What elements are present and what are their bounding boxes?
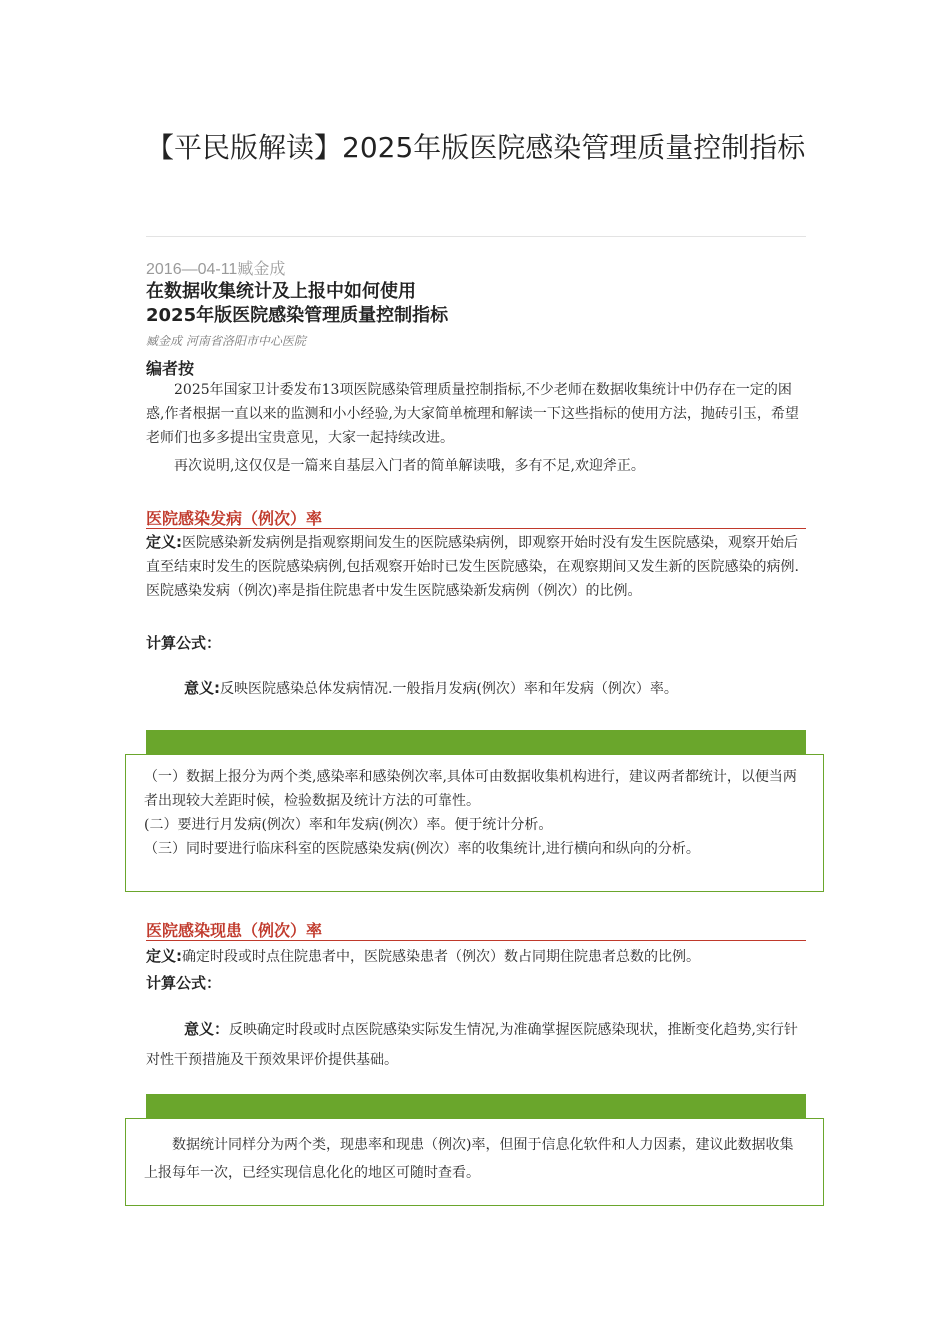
- article-subtitle: [146, 280, 448, 328]
- article-meta: 2016—04-11臧金成: [146, 261, 286, 278]
- title-divider: [146, 236, 806, 237]
- note-line-3: （三）同时要进行临床科室的医院感染发病(例次）率的收集统计,进行横向和纵向的分析。: [144, 841, 700, 857]
- section-2-green-bar: [146, 1094, 806, 1118]
- section-1-note-text: [126, 755, 823, 861]
- section-1-formula-label: 计算公式：: [146, 634, 222, 652]
- note-line-1: （一）数据上报分为两个类,感染率和感染例次率,具体可由数据收集机构进行，建议两者都统计，以便当两者出现较大差距时候，检验数据及统计方法的可靠性。: [144, 769, 797, 809]
- section-2-definition: [146, 944, 808, 969]
- editor-note-paragraph-2: 再次说明,这仅仅是一篇来自基层入门者的简单解读哦，多有不足,欢迎斧正。: [174, 458, 645, 474]
- page-title: 【平民版解读】2025年版医院感染管理质量控制指标: [146, 131, 806, 164]
- subtitle-line-1: 在数据收集统计及上报中如何使用: [146, 281, 416, 302]
- definition-text: 确定时段或时点住院患者中，医院感染患者（例次）数占同期住院患者总数的比例。: [182, 949, 700, 965]
- section-2-title: 医院感染现患（例次）率: [146, 921, 323, 940]
- definition-text: 医院感染新发病例是指观察期间发生的医院感染病例，即观察开始时没有发生医院感染，观察开始后直至结束时发生的医院感染病例,包括观察开始时已发生医院感染，在观察期间又发生新的医院感染的病例.医院感染发病（例次)率是指住院患者中发生医院感染新发病例（例次）的比例。: [146, 535, 799, 599]
- author-line: 臧金成 河南省洛阳市中心医院: [146, 334, 306, 348]
- definition-label: 定义:: [146, 947, 182, 965]
- subtitle-line-2: 2025年版医院感染管理质量控制指标: [146, 305, 449, 326]
- note-line-2: (二）要进行月发病(例次）率和年发病(例次）率。便于统计分析。: [144, 817, 553, 833]
- section-2-rule: [146, 940, 806, 941]
- section-1-title: 医院感染发病（例次）率: [146, 509, 323, 528]
- section-1-definition: [146, 530, 808, 603]
- section-1-green-bar: [146, 730, 806, 754]
- definition-label: 定义:: [146, 533, 182, 551]
- editor-note-paragraph-1: 2025年国家卫计委发布13项医院感染管理质量控制指标,不少老师在数据收集统计中仍存在一定的困惑,作者根据一直以来的监测和小小经验,为大家简单梳理和解读一下这些指标的使用方法，抛砖引玉，希望老师们也多多提出宝贵意见，大家一起持续改进。: [146, 382, 799, 446]
- meaning-label: 意义：: [184, 1020, 230, 1038]
- meaning-label: 意义:: [184, 679, 220, 697]
- section-2-note-text: 数据统计同样分为两个类，现患率和现患（例次)率，但囿于信息化软件和人力因素，建议此数据收集上报每年一次，已经实现信息化化的地区可随时查看。: [144, 1137, 794, 1181]
- section-2-note-box: [125, 1118, 824, 1206]
- meaning-text: 反映确定时段或时点医院感染实际发生情况,为准确掌握医院感染现状，推断变化趋势,实行针对性干预措施及干预效果评价提供基础。: [146, 1022, 798, 1068]
- section-2-meaning: [146, 1014, 808, 1075]
- meaning-text: 反映医院感染总体发病情况.一般指月发病(例次）率和年发病（例次）率。: [220, 681, 678, 697]
- section-2-formula-label: 计算公式：: [146, 974, 222, 992]
- editor-note-heading: 编者按: [146, 359, 195, 378]
- section-1-meaning: [184, 676, 808, 701]
- section-1-note-box: [125, 754, 824, 892]
- section-1-rule: [146, 528, 806, 529]
